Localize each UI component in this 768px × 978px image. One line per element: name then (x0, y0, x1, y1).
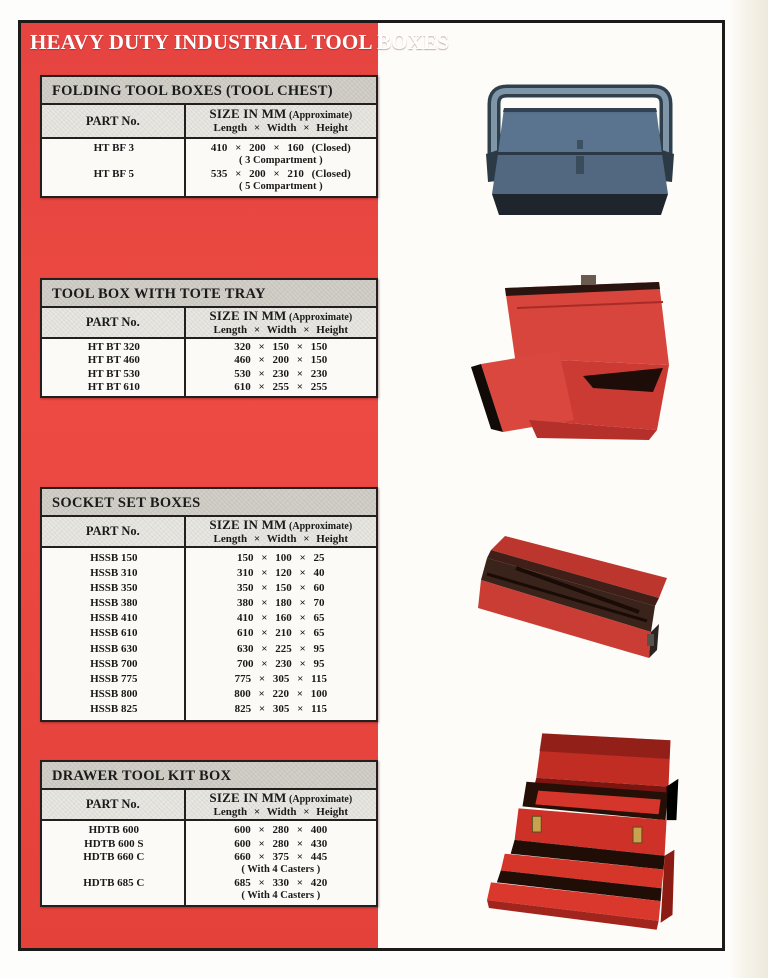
col-header-size: SIZE IN MM (Approximate) Length × Width × Height (209, 789, 353, 818)
part-number: HSSB 610 (90, 627, 138, 640)
table-row (42, 381, 376, 394)
table-row (42, 612, 376, 625)
table-row (42, 567, 376, 580)
table-row (42, 142, 376, 167)
table-body (42, 139, 376, 196)
size-cell (186, 354, 376, 367)
table-row (42, 341, 376, 354)
col-header-part-no: PART No. (42, 517, 186, 546)
part-number: HSSB 150 (90, 552, 138, 565)
table-column-headers (42, 105, 376, 139)
col-header-size: SIZE IN MM (Approximate) Length × Width × Height (209, 307, 353, 336)
size-value: 350 × 150 × 60 (237, 582, 325, 595)
table-section-title (42, 762, 376, 790)
size-cell (186, 612, 376, 625)
col-header-part-no: PART No. (42, 105, 186, 137)
size-value: 775 × 305 × 115 (234, 672, 328, 685)
table-title-text: SOCKET SET BOXES (52, 495, 201, 511)
part-number: HSSB 825 (90, 702, 138, 715)
table-row (42, 688, 376, 701)
part-number: HSSB 630 (90, 642, 138, 655)
size-cell (186, 627, 376, 640)
size-value: 600 × 280 × 400 (234, 823, 328, 836)
part-number: HT BT 610 (87, 380, 140, 393)
table-socket-set-boxes (40, 487, 378, 722)
drawer-tool-kit-photo (485, 728, 707, 940)
size-value: 685 × 330 × 420 (234, 877, 328, 890)
size-value: 610 × 210 × 65 (237, 627, 325, 640)
size-cell (186, 381, 376, 394)
size-cell (186, 341, 376, 354)
table-tote-tray (40, 278, 378, 398)
size-note: ( With 4 Casters ) (241, 864, 321, 876)
table-column-headers (42, 308, 376, 339)
size-cell (186, 142, 376, 167)
size-cell (186, 688, 376, 701)
size-cell (186, 643, 376, 656)
table-column-headers (42, 517, 376, 548)
size-value: 535 × 200 × 210 (Closed) (210, 168, 351, 180)
size-cell (186, 567, 376, 580)
table-row (42, 851, 376, 876)
drawer-tool-kit-illustration (485, 728, 707, 940)
table-title-text: TOOL BOX WITH TOTE TRAY (52, 286, 266, 302)
size-value: 825 × 305 × 115 (234, 702, 328, 715)
part-number: HDTB 685 C (83, 877, 145, 890)
page-title: HEAVY DUTY INDUSTRIAL TOOL BOXES (30, 30, 450, 54)
size-value: 660 × 375 × 445 (234, 851, 328, 864)
part-number: HT BT 530 (87, 367, 140, 380)
red-panel (21, 23, 450, 948)
table-body (42, 339, 376, 396)
size-note: ( 3 Compartment ) (238, 155, 323, 166)
folding-tool-chest-illustration (470, 68, 690, 218)
size-cell (186, 582, 376, 595)
size-value: 610 × 255 × 255 (234, 380, 328, 393)
table-row (42, 368, 376, 381)
col-header-part-no: PART No. (42, 308, 186, 337)
table-row (42, 643, 376, 656)
size-value: 530 × 230 × 230 (234, 367, 328, 380)
part-number: HSSB 800 (90, 687, 138, 700)
folding-tool-chest-photo (470, 68, 690, 218)
table-row (42, 582, 376, 595)
size-value: 460 × 200 × 150 (234, 354, 328, 367)
size-cell (186, 838, 376, 851)
table-row (42, 168, 376, 193)
table-section-title (42, 280, 376, 308)
size-cell (186, 368, 376, 381)
table-row (42, 877, 376, 902)
part-number: HDTB 660 C (83, 851, 145, 864)
table-row (42, 627, 376, 640)
size-cell (186, 658, 376, 671)
part-number: HT BT 460 (87, 354, 140, 367)
socket-set-box-illustration (461, 518, 696, 663)
table-row (42, 354, 376, 367)
size-value: 320 × 150 × 150 (234, 341, 328, 354)
size-value: 410 × 160 × 65 (237, 612, 325, 625)
size-cell (186, 552, 376, 565)
table-section-title (42, 77, 376, 105)
part-number: HSSB 700 (90, 657, 138, 670)
socket-set-box-photo (461, 518, 696, 663)
table-row (42, 703, 376, 716)
part-number: HSSB 350 (90, 582, 138, 595)
size-note: ( 5 Compartment ) (238, 181, 323, 192)
size-note: ( With 4 Casters ) (241, 890, 321, 902)
table-row (42, 552, 376, 565)
col-header-size: SIZE IN MM (Approximate) Length × Width × Height (209, 106, 353, 134)
table-row (42, 824, 376, 837)
table-title-text: FOLDING TOOL BOXES (TOOL CHEST) (52, 83, 333, 99)
size-cell (186, 168, 376, 193)
col-header-part-no: PART No. (42, 790, 186, 819)
part-number: HSSB 380 (90, 597, 138, 610)
table-row (42, 658, 376, 671)
size-cell (186, 703, 376, 716)
part-number: HT BT 320 (87, 341, 140, 354)
size-value: 380 × 180 × 70 (237, 597, 325, 610)
part-number: HDTB 600 S (84, 837, 144, 850)
part-number: HT BF 5 (93, 168, 134, 180)
page-scan-edge (727, 0, 768, 978)
col-header-size: SIZE IN MM (Approximate) Length × Width × Height (209, 516, 353, 545)
part-number: HSSB 310 (90, 567, 138, 580)
table-row (42, 838, 376, 851)
size-value: 310 × 120 × 40 (237, 567, 325, 580)
table-column-headers (42, 790, 376, 821)
table-body (42, 548, 376, 720)
size-value: 700 × 230 × 95 (237, 657, 325, 670)
table-section-title (42, 489, 376, 517)
size-value: 600 × 280 × 430 (234, 837, 328, 850)
table-title-text: DRAWER TOOL KIT BOX (52, 768, 232, 784)
size-value: 410 × 200 × 160 (Closed) (210, 142, 351, 154)
size-cell (186, 597, 376, 610)
tote-tray-toolbox-photo (465, 268, 695, 448)
size-cell (186, 877, 376, 902)
part-number: HSSB 410 (90, 612, 138, 625)
table-folding-tool-boxes (40, 75, 378, 198)
table-body (42, 821, 376, 905)
size-value: 630 × 225 × 95 (237, 642, 325, 655)
size-value: 150 × 100 × 25 (237, 552, 325, 565)
size-cell (186, 824, 376, 837)
size-value: 800 × 220 × 100 (234, 687, 328, 700)
size-cell (186, 851, 376, 876)
part-number: HT BF 3 (93, 142, 134, 154)
catalog-page-frame (18, 20, 725, 951)
table-row (42, 673, 376, 686)
tote-tray-toolbox-illustration (465, 268, 695, 448)
table-drawer-tool-kit (40, 760, 378, 907)
size-cell (186, 673, 376, 686)
part-number: HDTB 600 (88, 823, 140, 836)
table-row (42, 597, 376, 610)
part-number: HSSB 775 (90, 672, 138, 685)
